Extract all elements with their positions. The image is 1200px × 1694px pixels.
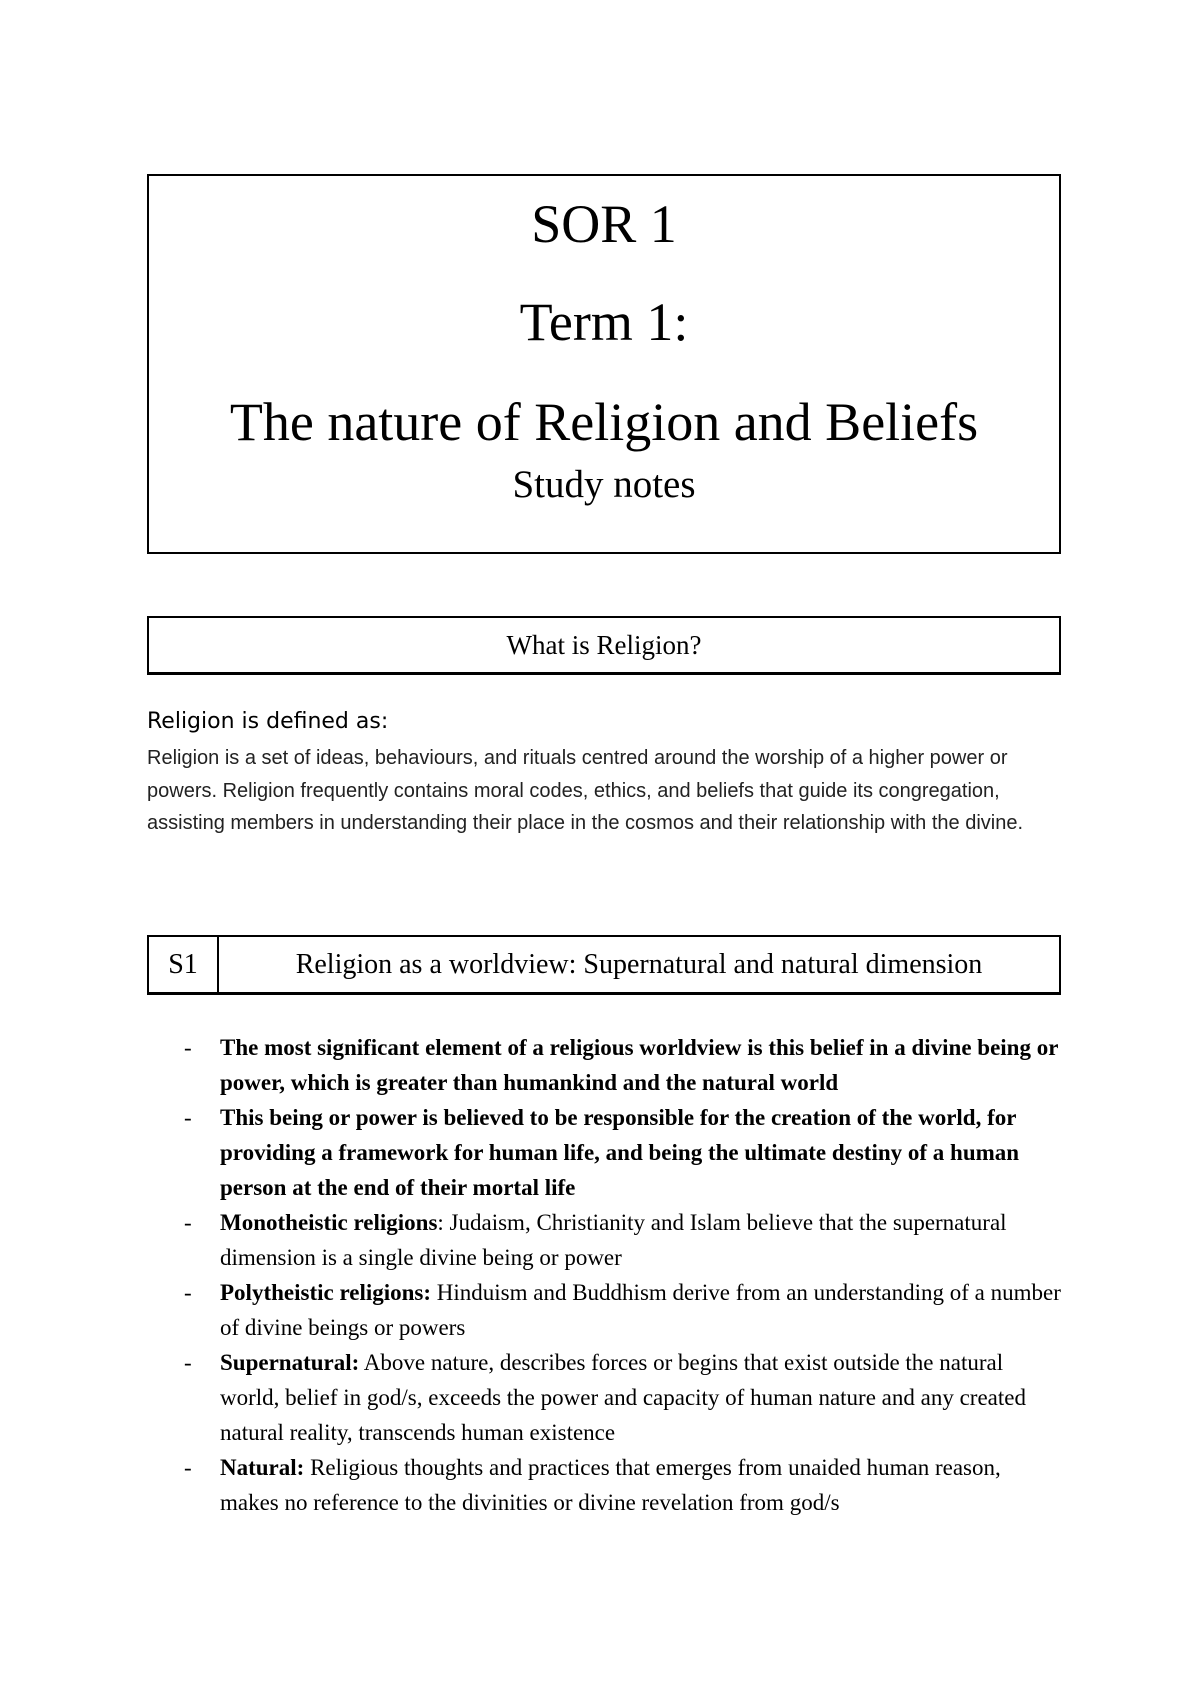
title-box: [147, 174, 1061, 554]
bullet-term: Polytheistic religions:: [220, 1280, 432, 1305]
bullet-dash: -: [184, 1280, 192, 1305]
list-item: [184, 1100, 1064, 1205]
page-title: The nature of Religion and Beliefs: [229, 392, 979, 452]
bullet-dash: -: [184, 1105, 192, 1130]
section-code: S1: [149, 937, 219, 992]
section-heading-what-is-religion: What is Religion?: [147, 616, 1061, 675]
bullet-text: This being or power is believed to be responsible for the creation of the world, for providing a framework for human life, and being the ultimate destiny of a human person at the end of their mortal life: [220, 1105, 1020, 1200]
bullet-list: [184, 1030, 1064, 1520]
bullet-text: The most significant element of a religious worldview is this belief in a divine being or power, which is greater than humankind and the natural world: [220, 1035, 1059, 1095]
bullet-text: Hinduism and Buddhism derive from an understanding of a number of divine beings or powers: [220, 1280, 1061, 1340]
document-code: SOR 1: [531, 194, 677, 254]
bullet-text: : Judaism, Christianity and Islam believe that the supernatural dimension is a single divine being or power: [220, 1210, 1007, 1270]
bullet-dash: -: [184, 1455, 192, 1480]
definition-label: Religion is defined as:: [147, 709, 389, 734]
section-title: Religion as a worldview: Supernatural and natural dimension: [295, 949, 983, 980]
section-header-s1: [147, 935, 1061, 995]
bullet-dash: -: [184, 1210, 192, 1235]
term-label: Term 1:: [519, 292, 689, 352]
list-item: [184, 1450, 1064, 1520]
list-item: [184, 1345, 1064, 1450]
bullet-term: Supernatural:: [220, 1350, 360, 1375]
list-item: [184, 1030, 1064, 1100]
bullet-term: Natural:: [220, 1455, 305, 1480]
list-item: [184, 1275, 1064, 1345]
page-subtitle: Study notes: [512, 463, 696, 506]
bullet-text: Above nature, describes forces or begins that exist outside the natural world, belief in god/s, exceeds the power and capacity of human nature and any created natural reality, transcends human existence: [220, 1350, 1026, 1445]
bullet-term: Monotheistic religions: [220, 1210, 438, 1235]
bullet-dash: -: [184, 1035, 192, 1060]
bullet-text: Religious thoughts and practices that emerges from unaided human reason, makes no reference to the divinities or divine revelation from god/s: [220, 1455, 1001, 1515]
definition-text: Religion is a set of ideas, behaviours, and rituals centred around the worship of a higher power or powers. Religion frequently contains moral codes, ethics, and beliefs that guide its congregation, assisting members in understanding their place in the cosmos and their relationship with the divine.: [147, 747, 1024, 834]
list-item: [184, 1205, 1064, 1275]
bullet-dash: -: [184, 1350, 192, 1375]
